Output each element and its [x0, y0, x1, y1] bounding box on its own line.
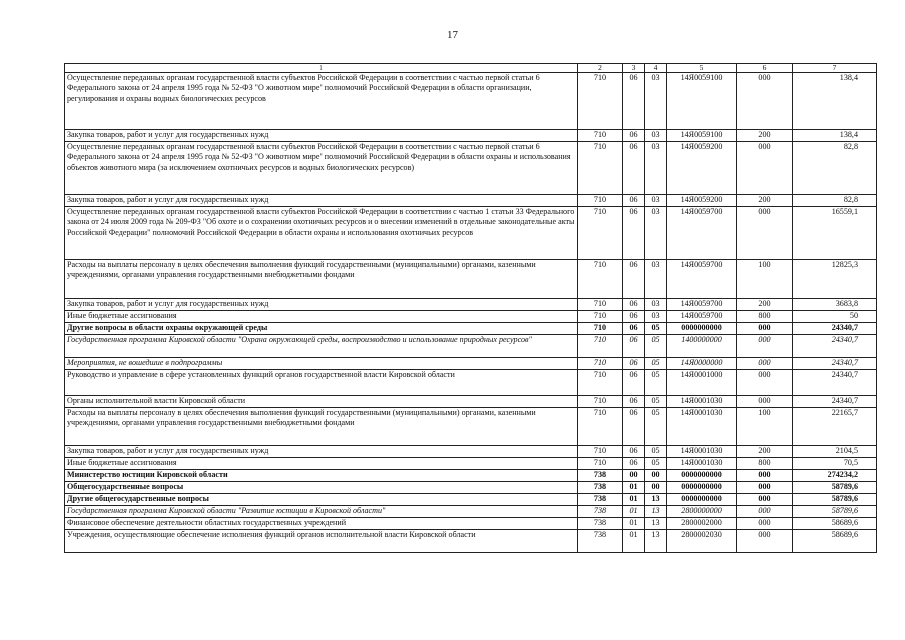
row-name-cell: Другие вопросы в области охраны окружающей среды [65, 323, 578, 335]
table-row [65, 482, 877, 494]
row-target-item-cell: 14Я0059700 [667, 260, 737, 299]
row-section-cell: 01 [623, 506, 645, 518]
row-name-cell: Осуществление переданных органам государственной власти субъектов Российской Федерации в соответствии с частью 1 статьи 33 Федерального закона от 24 июля 2009 года № 209-ФЗ "Об охоте и о сохранении охотничьих ресурсов и о внесении изменений в отдельные законодательные акты Российской Федерации" полномочий Российской Федерации в области охраны и использования охотничьих ресурсов [65, 207, 578, 260]
row-name-cell: Иные бюджетные ассигнования [65, 311, 578, 323]
table-row [65, 207, 877, 260]
row-target-item-cell: 14Я0059700 [667, 299, 737, 311]
row-target-item-cell: 14Я0059700 [667, 311, 737, 323]
column-header: 6 [737, 64, 793, 73]
row-expense-type-cell: 000 [737, 370, 793, 396]
row-target-item-cell: 0000000000 [667, 323, 737, 335]
row-section-cell: 06 [623, 323, 645, 335]
row-amount-cell: 82,8 [793, 142, 877, 195]
row-target-item-cell: 1400000000 [667, 335, 737, 358]
row-subsection-cell: 05 [645, 446, 667, 458]
table-row [65, 530, 877, 553]
row-expense-type-cell: 200 [737, 130, 793, 142]
row-expense-type-cell: 800 [737, 458, 793, 470]
row-subsection-cell: 00 [645, 470, 667, 482]
row-amount-cell: 16559,1 [793, 207, 877, 260]
row-target-item-cell: 0000000000 [667, 494, 737, 506]
row-target-item-cell: 2800002030 [667, 530, 737, 553]
row-ministry-code-cell: 738 [578, 470, 623, 482]
row-section-cell: 06 [623, 73, 645, 130]
row-section-cell: 01 [623, 530, 645, 553]
row-expense-type-cell: 000 [737, 470, 793, 482]
row-subsection-cell: 13 [645, 494, 667, 506]
row-name-cell: Финансовое обеспечение деятельности областных государственных учреждений [65, 518, 578, 530]
row-section-cell: 06 [623, 311, 645, 323]
row-subsection-cell: 13 [645, 506, 667, 518]
row-subsection-cell: 03 [645, 260, 667, 299]
row-name-cell: Руководство и управление в сфере установленных функций органов государственной власти Кировской области [65, 370, 578, 396]
row-expense-type-cell: 000 [737, 358, 793, 370]
row-target-item-cell: 14Я0059200 [667, 142, 737, 195]
table-row [65, 335, 877, 358]
table-row [65, 142, 877, 195]
row-subsection-cell: 03 [645, 311, 667, 323]
row-amount-cell: 82,8 [793, 195, 877, 207]
row-name-cell: Мероприятия, не вошедшие в подпрограммы [65, 358, 578, 370]
row-section-cell: 06 [623, 260, 645, 299]
column-header: 7 [793, 64, 877, 73]
row-section-cell: 06 [623, 299, 645, 311]
row-name-cell: Закупка товаров, работ и услуг для государственных нужд [65, 299, 578, 311]
row-ministry-code-cell: 710 [578, 370, 623, 396]
row-target-item-cell: 14Я0059100 [667, 73, 737, 130]
row-amount-cell: 58789,6 [793, 494, 877, 506]
row-expense-type-cell: 000 [737, 396, 793, 408]
row-section-cell: 06 [623, 396, 645, 408]
row-expense-type-cell: 200 [737, 195, 793, 207]
row-expense-type-cell: 100 [737, 408, 793, 446]
row-ministry-code-cell: 710 [578, 323, 623, 335]
row-ministry-code-cell: 710 [578, 311, 623, 323]
table-row [65, 370, 877, 396]
table-header-row [65, 64, 877, 73]
page-number: 17 [447, 29, 458, 41]
row-section-cell: 06 [623, 130, 645, 142]
row-ministry-code-cell: 710 [578, 358, 623, 370]
row-ministry-code-cell: 710 [578, 195, 623, 207]
table-row [65, 299, 877, 311]
row-expense-type-cell: 000 [737, 73, 793, 130]
row-expense-type-cell: 000 [737, 482, 793, 494]
column-header: 1 [65, 64, 578, 73]
row-amount-cell: 58689,6 [793, 518, 877, 530]
table-row [65, 518, 877, 530]
row-section-cell: 06 [623, 335, 645, 358]
row-amount-cell: 2104,5 [793, 446, 877, 458]
row-subsection-cell: 13 [645, 530, 667, 553]
row-ministry-code-cell: 738 [578, 518, 623, 530]
row-expense-type-cell: 100 [737, 260, 793, 299]
column-header: 3 [623, 64, 645, 73]
row-target-item-cell: 14Я0001030 [667, 446, 737, 458]
table-row [65, 260, 877, 299]
row-amount-cell: 70,5 [793, 458, 877, 470]
table-row [65, 311, 877, 323]
table-row [65, 130, 877, 142]
row-ministry-code-cell: 710 [578, 260, 623, 299]
row-target-item-cell: 14Я0000000 [667, 358, 737, 370]
row-subsection-cell: 03 [645, 142, 667, 195]
row-ministry-code-cell: 710 [578, 73, 623, 130]
row-subsection-cell: 05 [645, 408, 667, 446]
row-target-item-cell: 14Я0001030 [667, 458, 737, 470]
row-subsection-cell: 03 [645, 130, 667, 142]
row-amount-cell: 274234,2 [793, 470, 877, 482]
row-expense-type-cell: 000 [737, 506, 793, 518]
row-subsection-cell: 13 [645, 518, 667, 530]
row-subsection-cell: 05 [645, 370, 667, 396]
row-subsection-cell: 03 [645, 299, 667, 311]
row-amount-cell: 24340,7 [793, 370, 877, 396]
row-amount-cell: 24340,7 [793, 396, 877, 408]
row-name-cell: Закупка товаров, работ и услуг для государственных нужд [65, 446, 578, 458]
row-section-cell: 06 [623, 446, 645, 458]
row-expense-type-cell: 800 [737, 311, 793, 323]
row-section-cell: 01 [623, 482, 645, 494]
row-section-cell: 01 [623, 494, 645, 506]
row-amount-cell: 3683,8 [793, 299, 877, 311]
row-section-cell: 06 [623, 207, 645, 260]
table-row [65, 408, 877, 446]
row-section-cell: 00 [623, 470, 645, 482]
row-target-item-cell: 14Я0001000 [667, 370, 737, 396]
row-target-item-cell: 2800002000 [667, 518, 737, 530]
row-amount-cell: 22165,7 [793, 408, 877, 446]
row-section-cell: 06 [623, 408, 645, 446]
row-amount-cell: 12825,3 [793, 260, 877, 299]
table-row [65, 73, 877, 130]
row-name-cell: Общегосударственные вопросы [65, 482, 578, 494]
table-row [65, 396, 877, 408]
row-target-item-cell: 14Я0001030 [667, 408, 737, 446]
row-name-cell: Осуществление переданных органам государственной власти субъектов Российской Федерации в соответствии с частью первой статьи 6 Федерального закона от 24 апреля 1995 года № 52-ФЗ "О животном мире" полномочий Российской Федерации в области охраны и использования объектов животного мира (за исключением охотничьих ресурсов и водных биологических ресурсов) [65, 142, 578, 195]
table-row [65, 195, 877, 207]
row-expense-type-cell: 000 [737, 142, 793, 195]
row-section-cell: 06 [623, 195, 645, 207]
column-header: 5 [667, 64, 737, 73]
row-expense-type-cell: 000 [737, 207, 793, 260]
row-expense-type-cell: 200 [737, 299, 793, 311]
table-row [65, 506, 877, 518]
row-ministry-code-cell: 710 [578, 130, 623, 142]
row-subsection-cell: 05 [645, 335, 667, 358]
row-expense-type-cell: 000 [737, 335, 793, 358]
row-ministry-code-cell: 738 [578, 482, 623, 494]
row-subsection-cell: 03 [645, 207, 667, 260]
row-ministry-code-cell: 710 [578, 396, 623, 408]
table-row [65, 446, 877, 458]
row-section-cell: 01 [623, 518, 645, 530]
row-ministry-code-cell: 738 [578, 506, 623, 518]
row-target-item-cell: 0000000000 [667, 482, 737, 494]
row-expense-type-cell: 200 [737, 446, 793, 458]
row-ministry-code-cell: 710 [578, 446, 623, 458]
row-amount-cell: 138,4 [793, 73, 877, 130]
row-ministry-code-cell: 710 [578, 299, 623, 311]
row-name-cell: Учреждения, осуществляющие обеспечение исполнения функций органов исполнительной власти Кировской области [65, 530, 578, 553]
row-name-cell: Осуществление переданных органам государственной власти субъектов Российской Федерации в соответствии с частью первой статьи 6 Федерального закона от 24 апреля 1995 года № 52-ФЗ "О животном мире" полномочий Российской Федерации в области организации, регулирования и охраны водных биологических ресурсов [65, 73, 578, 130]
row-subsection-cell: 03 [645, 73, 667, 130]
row-subsection-cell: 05 [645, 458, 667, 470]
row-ministry-code-cell: 710 [578, 408, 623, 446]
row-target-item-cell: 14Я0059700 [667, 207, 737, 260]
row-target-item-cell: 14Я0059200 [667, 195, 737, 207]
row-amount-cell: 24340,7 [793, 335, 877, 358]
row-name-cell: Расходы на выплаты персоналу в целях обеспечения выполнения функций государственными (муниципальными) органами, казенными учреждениями, органами управления государственными внебюджетными фондами [65, 260, 578, 299]
row-section-cell: 06 [623, 370, 645, 396]
table-row [65, 470, 877, 482]
row-ministry-code-cell: 738 [578, 530, 623, 553]
row-name-cell: Закупка товаров, работ и услуг для государственных нужд [65, 195, 578, 207]
row-amount-cell: 58789,6 [793, 506, 877, 518]
row-section-cell: 06 [623, 358, 645, 370]
row-name-cell: Закупка товаров, работ и услуг для государственных нужд [65, 130, 578, 142]
row-expense-type-cell: 000 [737, 323, 793, 335]
row-ministry-code-cell: 710 [578, 335, 623, 358]
row-name-cell: Органы исполнительной власти Кировской области [65, 396, 578, 408]
row-expense-type-cell: 000 [737, 518, 793, 530]
row-ministry-code-cell: 710 [578, 458, 623, 470]
row-expense-type-cell: 000 [737, 530, 793, 553]
row-amount-cell: 58789,6 [793, 482, 877, 494]
row-subsection-cell: 05 [645, 323, 667, 335]
column-header: 4 [645, 64, 667, 73]
row-amount-cell: 24340,7 [793, 358, 877, 370]
row-target-item-cell: 14Я0001030 [667, 396, 737, 408]
table-row [65, 494, 877, 506]
table-row [65, 458, 877, 470]
row-ministry-code-cell: 738 [578, 494, 623, 506]
row-ministry-code-cell: 710 [578, 207, 623, 260]
table-row [65, 358, 877, 370]
column-header: 2 [578, 64, 623, 73]
row-amount-cell: 24340,7 [793, 323, 877, 335]
row-name-cell: Иные бюджетные ассигнования [65, 458, 578, 470]
row-name-cell: Другие общегосударственные вопросы [65, 494, 578, 506]
row-subsection-cell: 05 [645, 358, 667, 370]
row-subsection-cell: 05 [645, 396, 667, 408]
row-section-cell: 06 [623, 458, 645, 470]
row-target-item-cell: 0000000000 [667, 470, 737, 482]
row-amount-cell: 50 [793, 311, 877, 323]
row-name-cell: Расходы на выплаты персоналу в целях обеспечения выполнения функций государственными (муниципальными) органами, казенными учреждениями, органами управления государственными внебюджетными фондами [65, 408, 578, 446]
table-row [65, 323, 877, 335]
budget-table [64, 63, 877, 553]
row-subsection-cell: 00 [645, 482, 667, 494]
row-subsection-cell: 03 [645, 195, 667, 207]
row-name-cell: Государственная программа Кировской области "Развитие юстиции в Кировской области" [65, 506, 578, 518]
row-name-cell: Министерство юстиции Кировской области [65, 470, 578, 482]
row-amount-cell: 58689,6 [793, 530, 877, 553]
row-ministry-code-cell: 710 [578, 142, 623, 195]
row-section-cell: 06 [623, 142, 645, 195]
row-target-item-cell: 14Я0059100 [667, 130, 737, 142]
row-expense-type-cell: 000 [737, 494, 793, 506]
row-amount-cell: 138,4 [793, 130, 877, 142]
row-target-item-cell: 2800000000 [667, 506, 737, 518]
row-name-cell: Государственная программа Кировской области "Охрана окружающей среды, воспроизводство и использование природных ресурсов" [65, 335, 578, 358]
